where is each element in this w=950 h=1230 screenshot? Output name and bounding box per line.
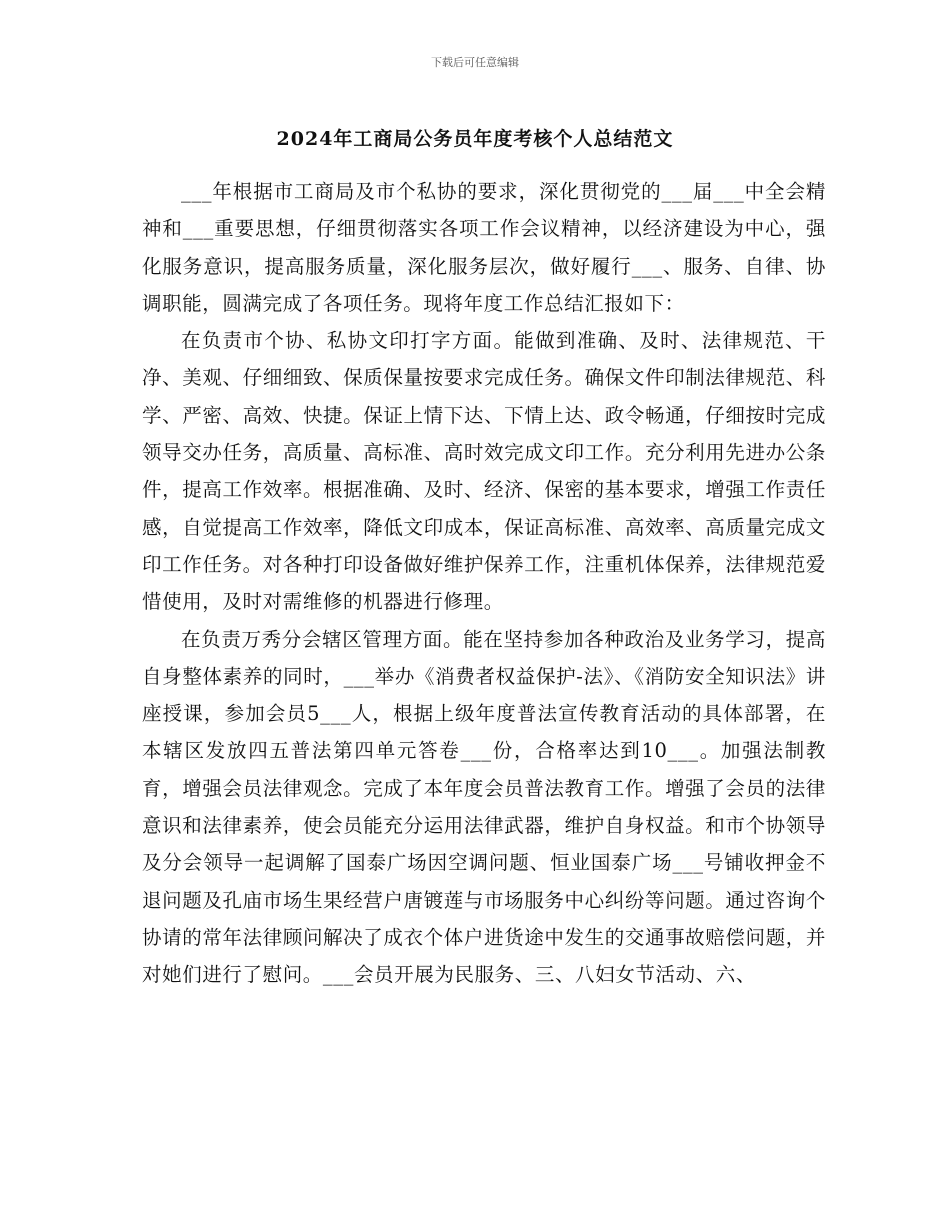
paragraph-intro: ___年根据市工商局及市个私协的要求，深化贯彻党的___届___中全会精神和___重要思想，仔细贯彻落实各项工作会议精神，以经济建设为中心，强化服务意识，提高服务质量，深化服务层次，做好履行___、服务、自律、协调职能，圆满完成了各项任务。现将年度工作总结汇报如下： — [142, 180, 826, 315]
page-header-note: 下载后可任意编辑 — [431, 56, 519, 69]
document-title: 2024年工商局公务员年度考核个人总结范文 — [276, 128, 674, 150]
paragraph-district-management: 在负责万秀分会辖区管理方面。能在坚持参加各种政治及业务学习，提高自身整体素养的同时，___举办《消费者权益保护-法》、《消防安全知识法》讲座授课，参加会员5___人，根据上级年度普法宣传教育活动的具体部署，在本辖区发放四五普法第四单元答卷___份，合格率达到10___。加强法制教育，增强会员法律观念。完成了本年度会员普法教育工作。增强了会员的法律意识和法律素养，使会员能充分运用法律武器，维护自身权益。和市个协领导及分会领导一起调解了国泰广场因空调问题、恒业国泰广场___号铺收押金不退问题及孔庙市场生果经营户唐镀莲与市场服务中心纠纷等问题。通过咨询个协请的常年法律顾问解决了成衣个体户进货途中发生的交通事故赔偿问题，并对她们进行了慰问。___会员开展为民服务、三、八妇女节活动、六、 — [142, 627, 826, 987]
document-body — [142, 173, 826, 994]
paragraph-printing-work: 在负责市个协、私协文印打字方面。能做到准确、及时、法律规范、干净、美观、仔细细致、保质保量按要求完成任务。确保文件印制法律规范、科学、严密、高效、快捷。保证上情下达、下情上达、政令畅通，仔细按时完成领导交办任务，高质量、高标准、高时效完成文印工作。充分利用先进办公条件，提高工作效率。根据准确、及时、经济、保密的基本要求，增强工作责任感，自觉提高工作效率，降低文印成本，保证高标准、高效率、高质量完成文印工作任务。对各种打印设备做好维护保养工作，注重机体保养，法律规范爱惜使用，及时对需维修的机器进行修理。 — [142, 329, 826, 614]
